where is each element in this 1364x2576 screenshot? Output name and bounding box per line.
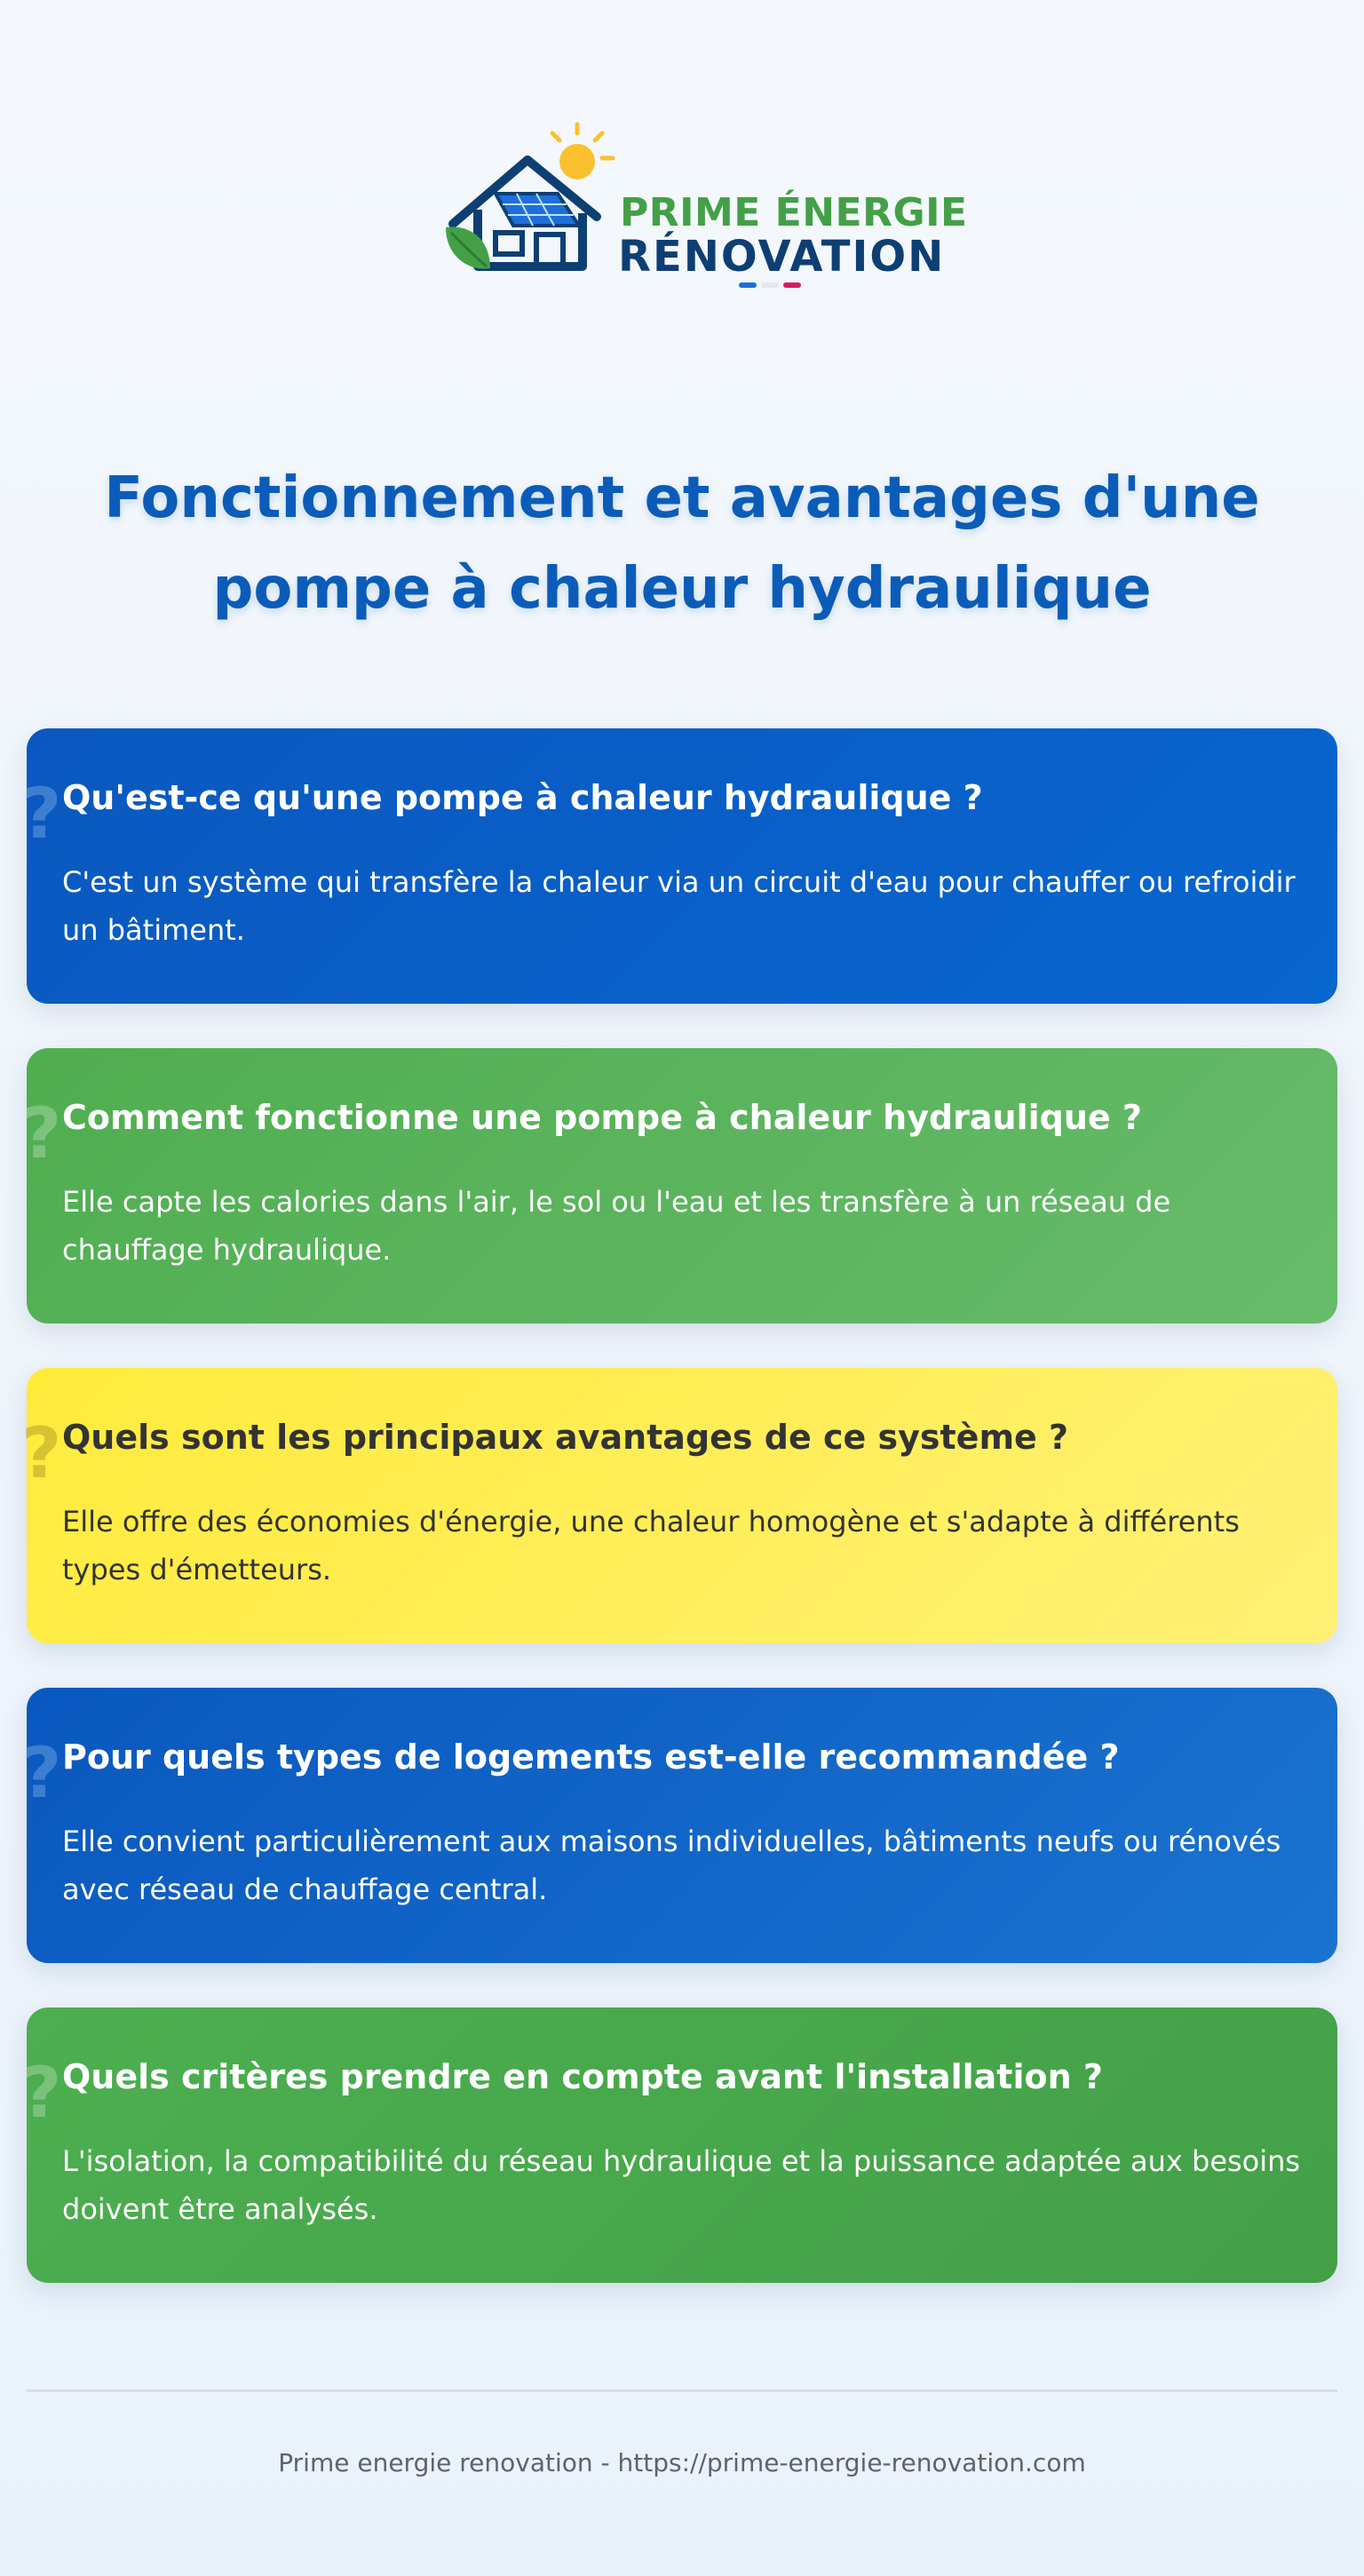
house-solar-leaf-icon xyxy=(444,124,622,302)
faq-list xyxy=(21,728,1337,2327)
faq-card xyxy=(21,1368,1337,1643)
faq-question: Pour quels types de logements est-elle recommandée ? xyxy=(62,1737,1120,1777)
logo-wordmark-bottom: RÉNOVATION xyxy=(618,232,946,282)
page-header xyxy=(0,124,1364,302)
footer-text: Prime energie renovation - https://prime-energie-renovation.com xyxy=(278,2448,1086,2477)
faq-answer: Elle capte les calories dans l'air, le sol ou l'eau et les transfère à un réseau de chauffage hydraulique. xyxy=(62,1185,1171,1267)
faq-question: Comment fonctionne une pompe à chaleur hydraulique ? xyxy=(62,1098,1142,1137)
question-mark-icon: ? xyxy=(21,1414,62,1494)
faq-question: Quels sont les principaux avantages de ce système ? xyxy=(62,1418,1069,1457)
page-title: Fonctionnement et avantages d'une pompe à chaleur hydraulique xyxy=(104,465,1260,622)
faq-answer: C'est un système qui transfère la chaleur via un circuit d'eau pour chauffer ou refroidir un bâtiment. xyxy=(62,865,1296,947)
faq-question: Quels critères prendre en compte avant l'installation ? xyxy=(62,2057,1103,2096)
question-mark-icon: ? xyxy=(21,775,62,855)
faq-card xyxy=(21,1688,1337,1963)
faq-answer: Elle offre des économies d'énergie, une chaleur homogène et s'adapte à différents types d'émetteurs. xyxy=(62,1505,1240,1586)
faq-answer: L'isolation, la compatibilité du réseau hydraulique et la puissance adaptée aux besoins doivent être analysés. xyxy=(62,2144,1301,2226)
faq-card xyxy=(21,1048,1337,1324)
footer-divider xyxy=(27,2389,1337,2392)
question-mark-icon: ? xyxy=(21,1094,62,1174)
faq-question: Qu'est-ce qu'une pompe à chaleur hydraulique ? xyxy=(62,778,983,817)
faq-answer: Elle convient particulièrement aux maisons individuelles, bâtiments neufs ou rénovés avec réseau de chauffage central. xyxy=(62,1825,1281,1906)
brand-logo[interactable] xyxy=(444,124,968,302)
french-flag-stripe xyxy=(739,282,801,288)
logo-wordmark-top: PRIME ÉNERGIE xyxy=(620,190,968,235)
faq-card xyxy=(21,728,1337,1004)
question-mark-icon: ? xyxy=(21,1734,62,1814)
faq-card xyxy=(21,2008,1337,2283)
question-mark-icon: ? xyxy=(21,2054,62,2134)
